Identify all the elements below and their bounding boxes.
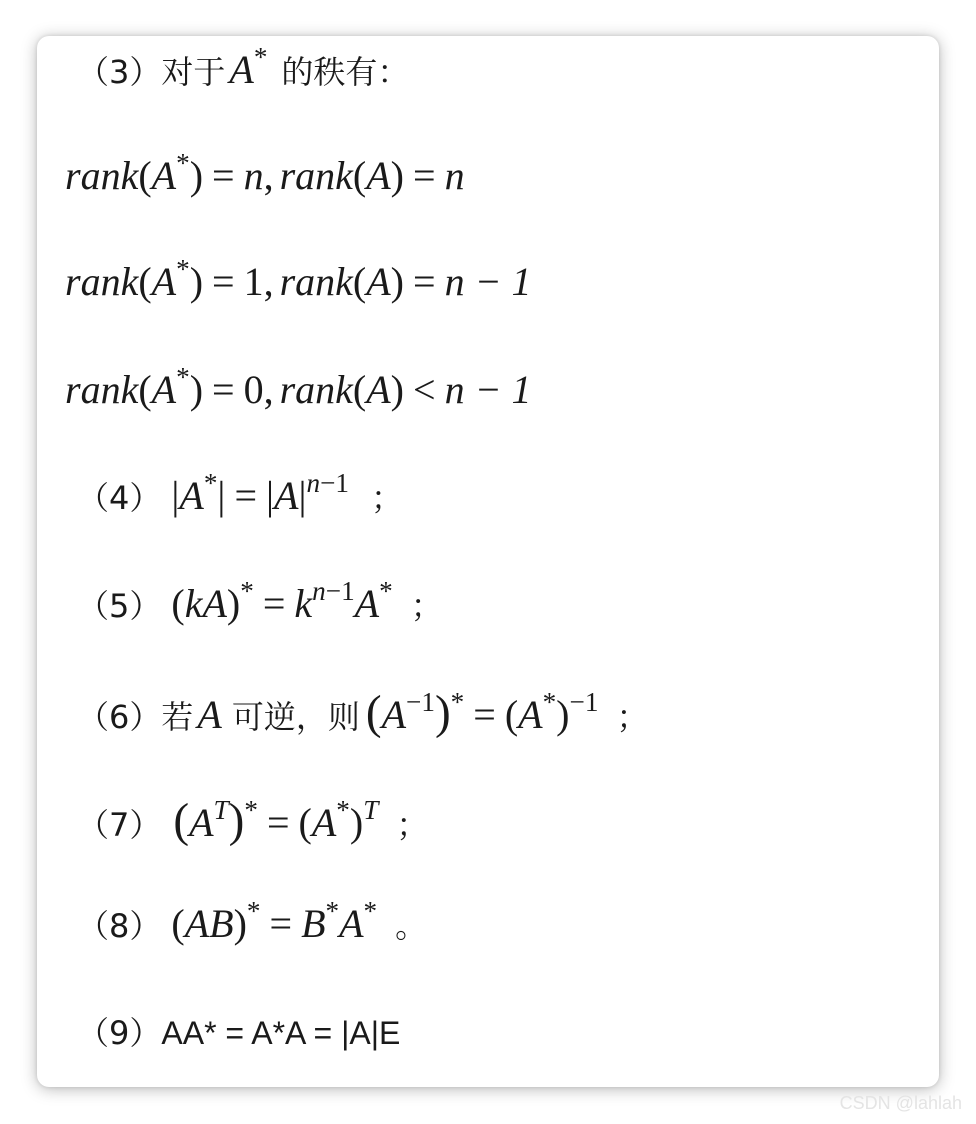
item-3-label: （3） [77,53,162,91]
item-5 [77,576,443,627]
item-5-formula: $(kA)^* = k^{n-1}A^*$ [171,576,393,626]
rank-formula-2: rank(A*) = 1, rank(A) = n − 1 [65,254,532,304]
item-6-pre: 若 [161,698,194,736]
rank-2-matrix-value: n − 1 [444,259,532,304]
formula-card [37,36,939,1087]
item-6-end: ； [616,698,649,736]
item-6-formula: $(A^{-1})^* = (A^*)^{-1}$ [365,687,599,739]
rank-2-relation: = [212,259,235,304]
rank-1-relation: = [212,153,235,198]
item-3-matrix: A* [229,42,268,92]
item-7-end: ； [396,806,429,844]
item-8 [77,896,428,947]
rank-3-adjugate-value: 0 [243,367,264,412]
rank-3-relation: < [413,367,436,412]
rank-2-adjugate-value: 1 [243,259,264,304]
item-6-matrix: A [197,692,222,737]
rank-3-matrix-value: n − 1 [444,367,532,412]
item-3-post: 的秩有： [281,53,410,91]
item-4 [77,468,404,519]
item-3 [77,42,410,93]
item-7 [77,794,428,848]
csdn-watermark: CSDN @lahlah [839,1093,962,1113]
rank-1-adjugate-value: n [243,153,264,198]
item-8-end: 。 [395,907,428,945]
item-9 [77,1008,400,1054]
item-3-pre: 对于 [161,53,226,91]
item-4-label: （4） [77,479,162,517]
rank-formula-3: rank(A*) = 0, rank(A) < n − 1 [65,362,532,412]
item-7-label: （7） [77,806,162,844]
item-4-end: ； [371,479,404,517]
item-7-formula: $(A^T)^* = (A^*)^T$ [173,795,379,847]
rank-1-matrix-value: n [444,153,465,198]
item-6-label: （6） [77,698,162,736]
item-5-end: ； [410,587,443,625]
item-8-formula: (AB)* = B*A* [171,896,378,946]
item-9-text: AA* = A*A = |A|E [161,1015,401,1051]
item-9-label: （9） [77,1014,162,1052]
item-6-mid: 可逆，则 [231,698,360,736]
rank-formula-1: rank(A*) = n, rank(A) = n [65,148,465,198]
item-4-formula: $|A^*| = |A|^{n-1}$ [171,468,349,518]
item-5-label: （5） [77,587,162,625]
item-6 [77,686,648,740]
item-8-label: （8） [77,907,162,945]
